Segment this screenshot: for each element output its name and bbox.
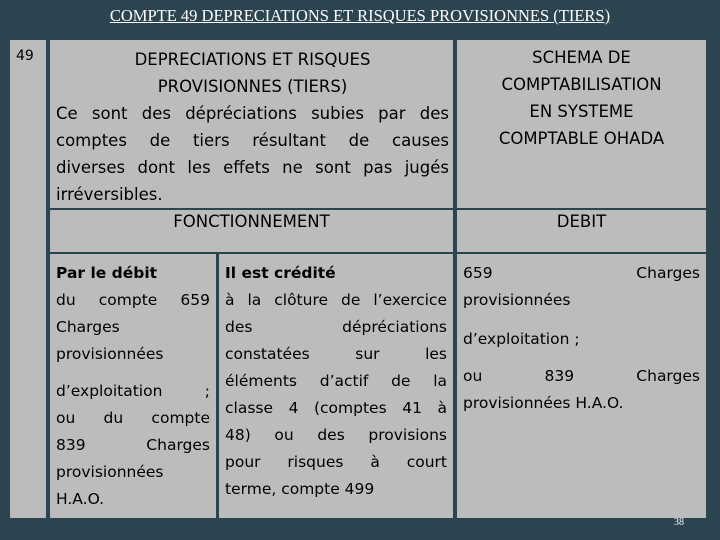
- ohada-line2: provisionnées: [463, 291, 571, 309]
- right-header-line1: SCHEMA DE: [532, 48, 631, 67]
- ohada-line1: 659 Charges: [463, 264, 700, 282]
- debit-line3: provisionnées: [56, 345, 164, 363]
- credit-line7: pour risques à court: [225, 453, 447, 471]
- slide-title: COMPTE 49 DEPRECIATIONS ET RISQUES PROVISIONNES (TIERS): [109, 6, 611, 25]
- page-number: 38: [674, 517, 684, 528]
- debit-column: [50, 254, 216, 518]
- credit-heading: Il est crédité: [225, 264, 336, 282]
- left-header-desc-line2: comptes de tiers résultant de causes: [56, 131, 449, 150]
- ohada-line4: ou 839 Charges: [463, 367, 700, 385]
- credit-line1: à la clôture de l’exercice: [225, 291, 447, 309]
- debit-header: [457, 210, 706, 252]
- right-header-line3: EN SYSTEME: [529, 102, 634, 121]
- credit-column: [219, 254, 453, 518]
- left-header-desc-line4: irréversibles.: [56, 185, 163, 204]
- debit-label: DEBIT: [556, 212, 607, 231]
- debit-line6: 839 Charges: [56, 436, 210, 454]
- debit-line8: H.A.O.: [56, 490, 105, 508]
- credit-line5: classe 4 (comptes 41 à: [225, 399, 447, 417]
- credit-line6: 48) ou des provisions: [225, 426, 447, 444]
- fonctionnement-label: FONCTIONNEMENT: [173, 212, 330, 231]
- debit-line5: ou du compte: [56, 409, 210, 427]
- credit-line2: des dépréciations: [225, 318, 447, 336]
- debit-line7: provisionnées: [56, 463, 164, 481]
- account-number-cell: [10, 40, 46, 518]
- left-header-title-line1: DEPRECIATIONS ET RISQUES: [134, 50, 371, 69]
- debit-line2: Charges: [56, 318, 120, 336]
- left-header-desc-line3: diverses dont les effets ne sont pas jugés: [56, 158, 449, 177]
- left-header-cell: [50, 40, 453, 208]
- right-header-cell: [457, 40, 706, 208]
- left-header-title-line2: PROVISIONNES (TIERS): [157, 77, 348, 96]
- right-header-line2: COMPTABILISATION: [501, 75, 662, 94]
- credit-line8: terme, compte 499: [225, 480, 375, 498]
- ohada-line5: provisionnées H.A.O.: [463, 394, 624, 412]
- debit-heading: Par le débit: [56, 264, 158, 282]
- fonctionnement-header: [50, 210, 453, 252]
- ohada-column: [457, 254, 706, 518]
- ohada-line3: d’exploitation ;: [463, 330, 580, 348]
- debit-line1: du compte 659: [56, 291, 210, 309]
- credit-line3: constatées sur les: [225, 345, 447, 363]
- credit-line4: éléments d’actif de la: [225, 372, 447, 390]
- debit-line4: d’exploitation ;: [56, 382, 210, 400]
- right-header-line4: COMPTABLE OHADA: [498, 129, 665, 148]
- account-number: 49: [16, 48, 34, 64]
- left-header-desc-line1: Ce sont des dépréciations subies par des: [56, 104, 449, 123]
